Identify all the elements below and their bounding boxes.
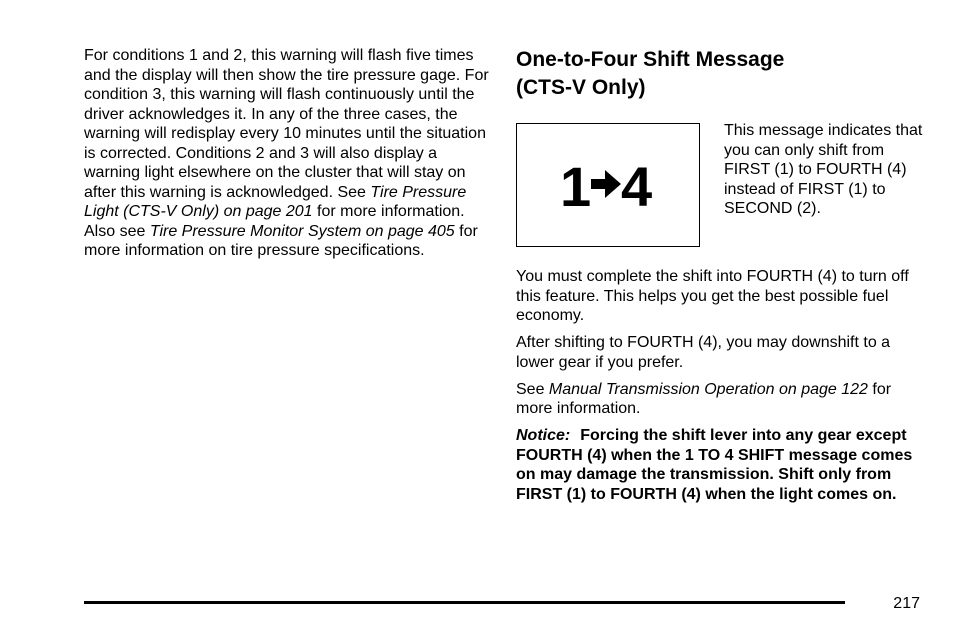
tire-warning-paragraph — [84, 46, 492, 261]
symbol-description-text: This message indicates that you can only shift from FIRST (1) to FOURTH (4) instead of FIRST (1) to SECOND (2). — [724, 122, 923, 217]
complete-shift-paragraph: You must complete the shift into FOURTH (4) to turn off this feature. This helps you get the best possible fuel economy. — [516, 268, 909, 324]
section-heading — [516, 46, 916, 102]
tire-pressure-monitor-reference: Tire Pressure Monitor System on page 405 — [149, 222, 455, 240]
symbol-description — [724, 121, 924, 219]
one-to-four-shift-icon — [517, 124, 701, 248]
page-number: 217 — [893, 595, 920, 612]
paragraph-text: For conditions 1 and 2, this warning will flash five times and the display will then show the tire pressure gage. For condition 3, this warning will flash continuously until the driver acknowledges it. In any of the three cases, the warning will redisplay every 10 minutes until the situation is corrected. Conditions 2 and 3 will also display a warning light elsewhere on the cluster that will stay on after this warning is acknowledged. See — [84, 47, 489, 201]
left-column — [84, 46, 492, 261]
notice-paragraph — [516, 426, 916, 504]
footer-rule — [84, 601, 845, 604]
heading-line-1: One-to-Four Shift Message — [516, 48, 785, 71]
paragraph-text: See — [516, 380, 549, 398]
paragraph-text: for more information. Also see — [84, 203, 465, 240]
shift-symbol-box — [516, 123, 700, 247]
notice-label: Notice: — [516, 427, 571, 444]
symbol-from-gear: 1 — [560, 155, 592, 218]
paragraph-text: for more information on tire pressure specifications. — [84, 222, 478, 259]
tire-pressure-light-reference: Tire Pressure Light (CTS-V Only) on page 201 — [84, 183, 467, 220]
symbol-to-gear: 4 — [621, 155, 653, 218]
manual-transmission-reference: Manual Transmission Operation on page 122 — [548, 380, 868, 398]
notice-text: Forcing the shift lever into any gear except FOURTH (4) when the 1 TO 4 SHIFT message comes on may damage the transmission. Shift only from FIRST (1) to FOURTH (4) when the light comes on. — [516, 427, 913, 503]
heading-line-2: (CTS-V Only) — [516, 76, 646, 99]
downshift-paragraph: After shifting to FOURTH (4), you may downshift to a lower gear if you prefer. — [516, 334, 891, 371]
see-reference-paragraph — [516, 380, 916, 419]
paragraph-text: for more information. — [516, 380, 892, 417]
right-column — [516, 267, 916, 512]
shift-arrow-icon — [591, 170, 621, 198]
